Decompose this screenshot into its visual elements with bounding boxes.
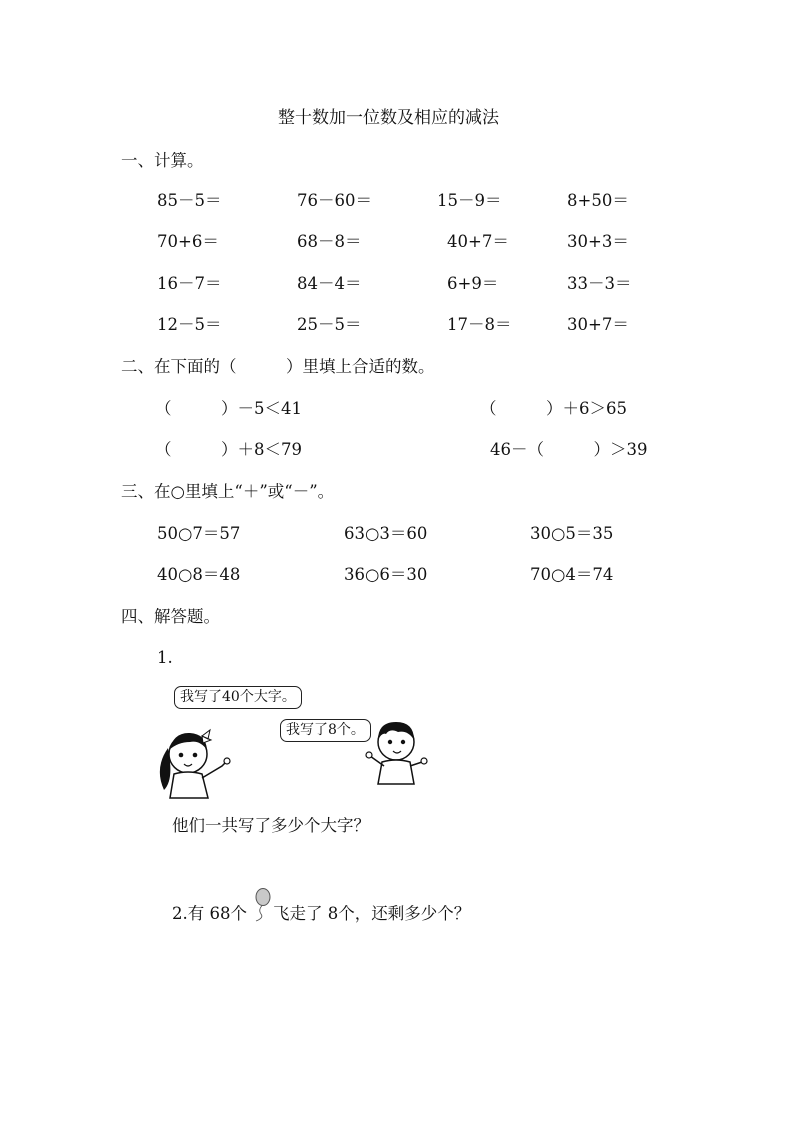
calc-item: 33－3＝	[567, 274, 632, 293]
question-1-number: 1.	[157, 648, 173, 667]
section-2-heading: 二、在下面的（ ）里填上合适的数。	[121, 357, 435, 376]
fill-item: 46－（ ）＞39	[490, 440, 648, 459]
calc-item: 16－7＝	[157, 274, 222, 293]
question-1-text: 他们一共写了多少个大字？	[172, 816, 370, 835]
question-2-text-start: 2.有 68个	[172, 904, 247, 923]
girl-speech-bubble: 我写了40个大字。	[174, 686, 302, 709]
calc-item: 85－5＝	[157, 191, 222, 210]
calc-item: 15－9＝	[437, 191, 502, 210]
calc-item: 30+3＝	[567, 232, 629, 251]
boy-illustration	[360, 712, 440, 792]
calc-item: 70+6＝	[157, 232, 219, 251]
sign-item: 50○7＝57	[157, 524, 241, 543]
calc-item: 8+50＝	[567, 191, 629, 210]
fill-item: （ ）－5＜41	[155, 399, 302, 418]
fill-item: （ ）＋8＜79	[155, 440, 302, 459]
sign-item: 36○6＝30	[344, 565, 428, 584]
girl-illustration	[150, 718, 240, 808]
calc-item: 68－8＝	[297, 232, 362, 251]
calc-item: 25－5＝	[297, 315, 362, 334]
section-3-heading: 三、在○里填上“＋”或“－”。	[121, 482, 335, 501]
calc-item: 30+7＝	[567, 315, 629, 334]
balloon-icon	[252, 888, 272, 922]
sign-item: 30○5＝35	[530, 524, 614, 543]
calc-item: 84－4＝	[297, 274, 362, 293]
calc-item: 40+7＝	[447, 232, 509, 251]
calc-item: 6+9＝	[447, 274, 499, 293]
calc-item: 17－8＝	[447, 315, 512, 334]
calc-item: 12－5＝	[157, 315, 222, 334]
section-4-heading: 四、解答题。	[121, 607, 220, 626]
fill-item: （ ）＋6＞65	[480, 399, 627, 418]
question-2-text-end: 飞走了 8个，还剩多少个？	[273, 904, 471, 923]
section-1-heading: 一、计算。	[121, 151, 204, 170]
calc-item: 76－60＝	[297, 191, 372, 210]
sign-item: 70○4＝74	[530, 565, 614, 584]
boy-speech-bubble: 我写了8个。	[280, 719, 371, 742]
sign-item: 63○3＝60	[344, 524, 428, 543]
sign-item: 40○8＝48	[157, 565, 241, 584]
page-title: 整十数加一位数及相应的减法	[278, 108, 499, 128]
